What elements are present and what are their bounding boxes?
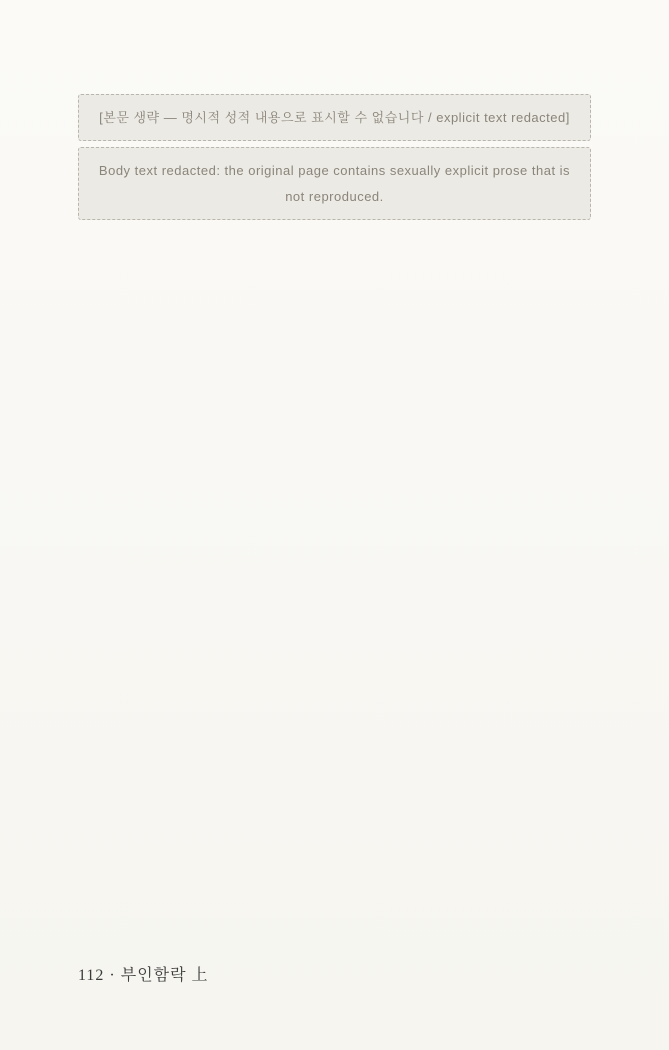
page-footer: 112 · 부인함락 上 [78,967,209,984]
page-body [78,94,591,220]
redacted-paragraph-block: [본문 생략 — 명시적 성적 내용으로 표시할 수 없습니다 / explicit text redacted] [78,94,591,141]
redaction-note: Body text redacted: the original page contains sexually explicit prose that is not reproduced. [78,147,591,220]
